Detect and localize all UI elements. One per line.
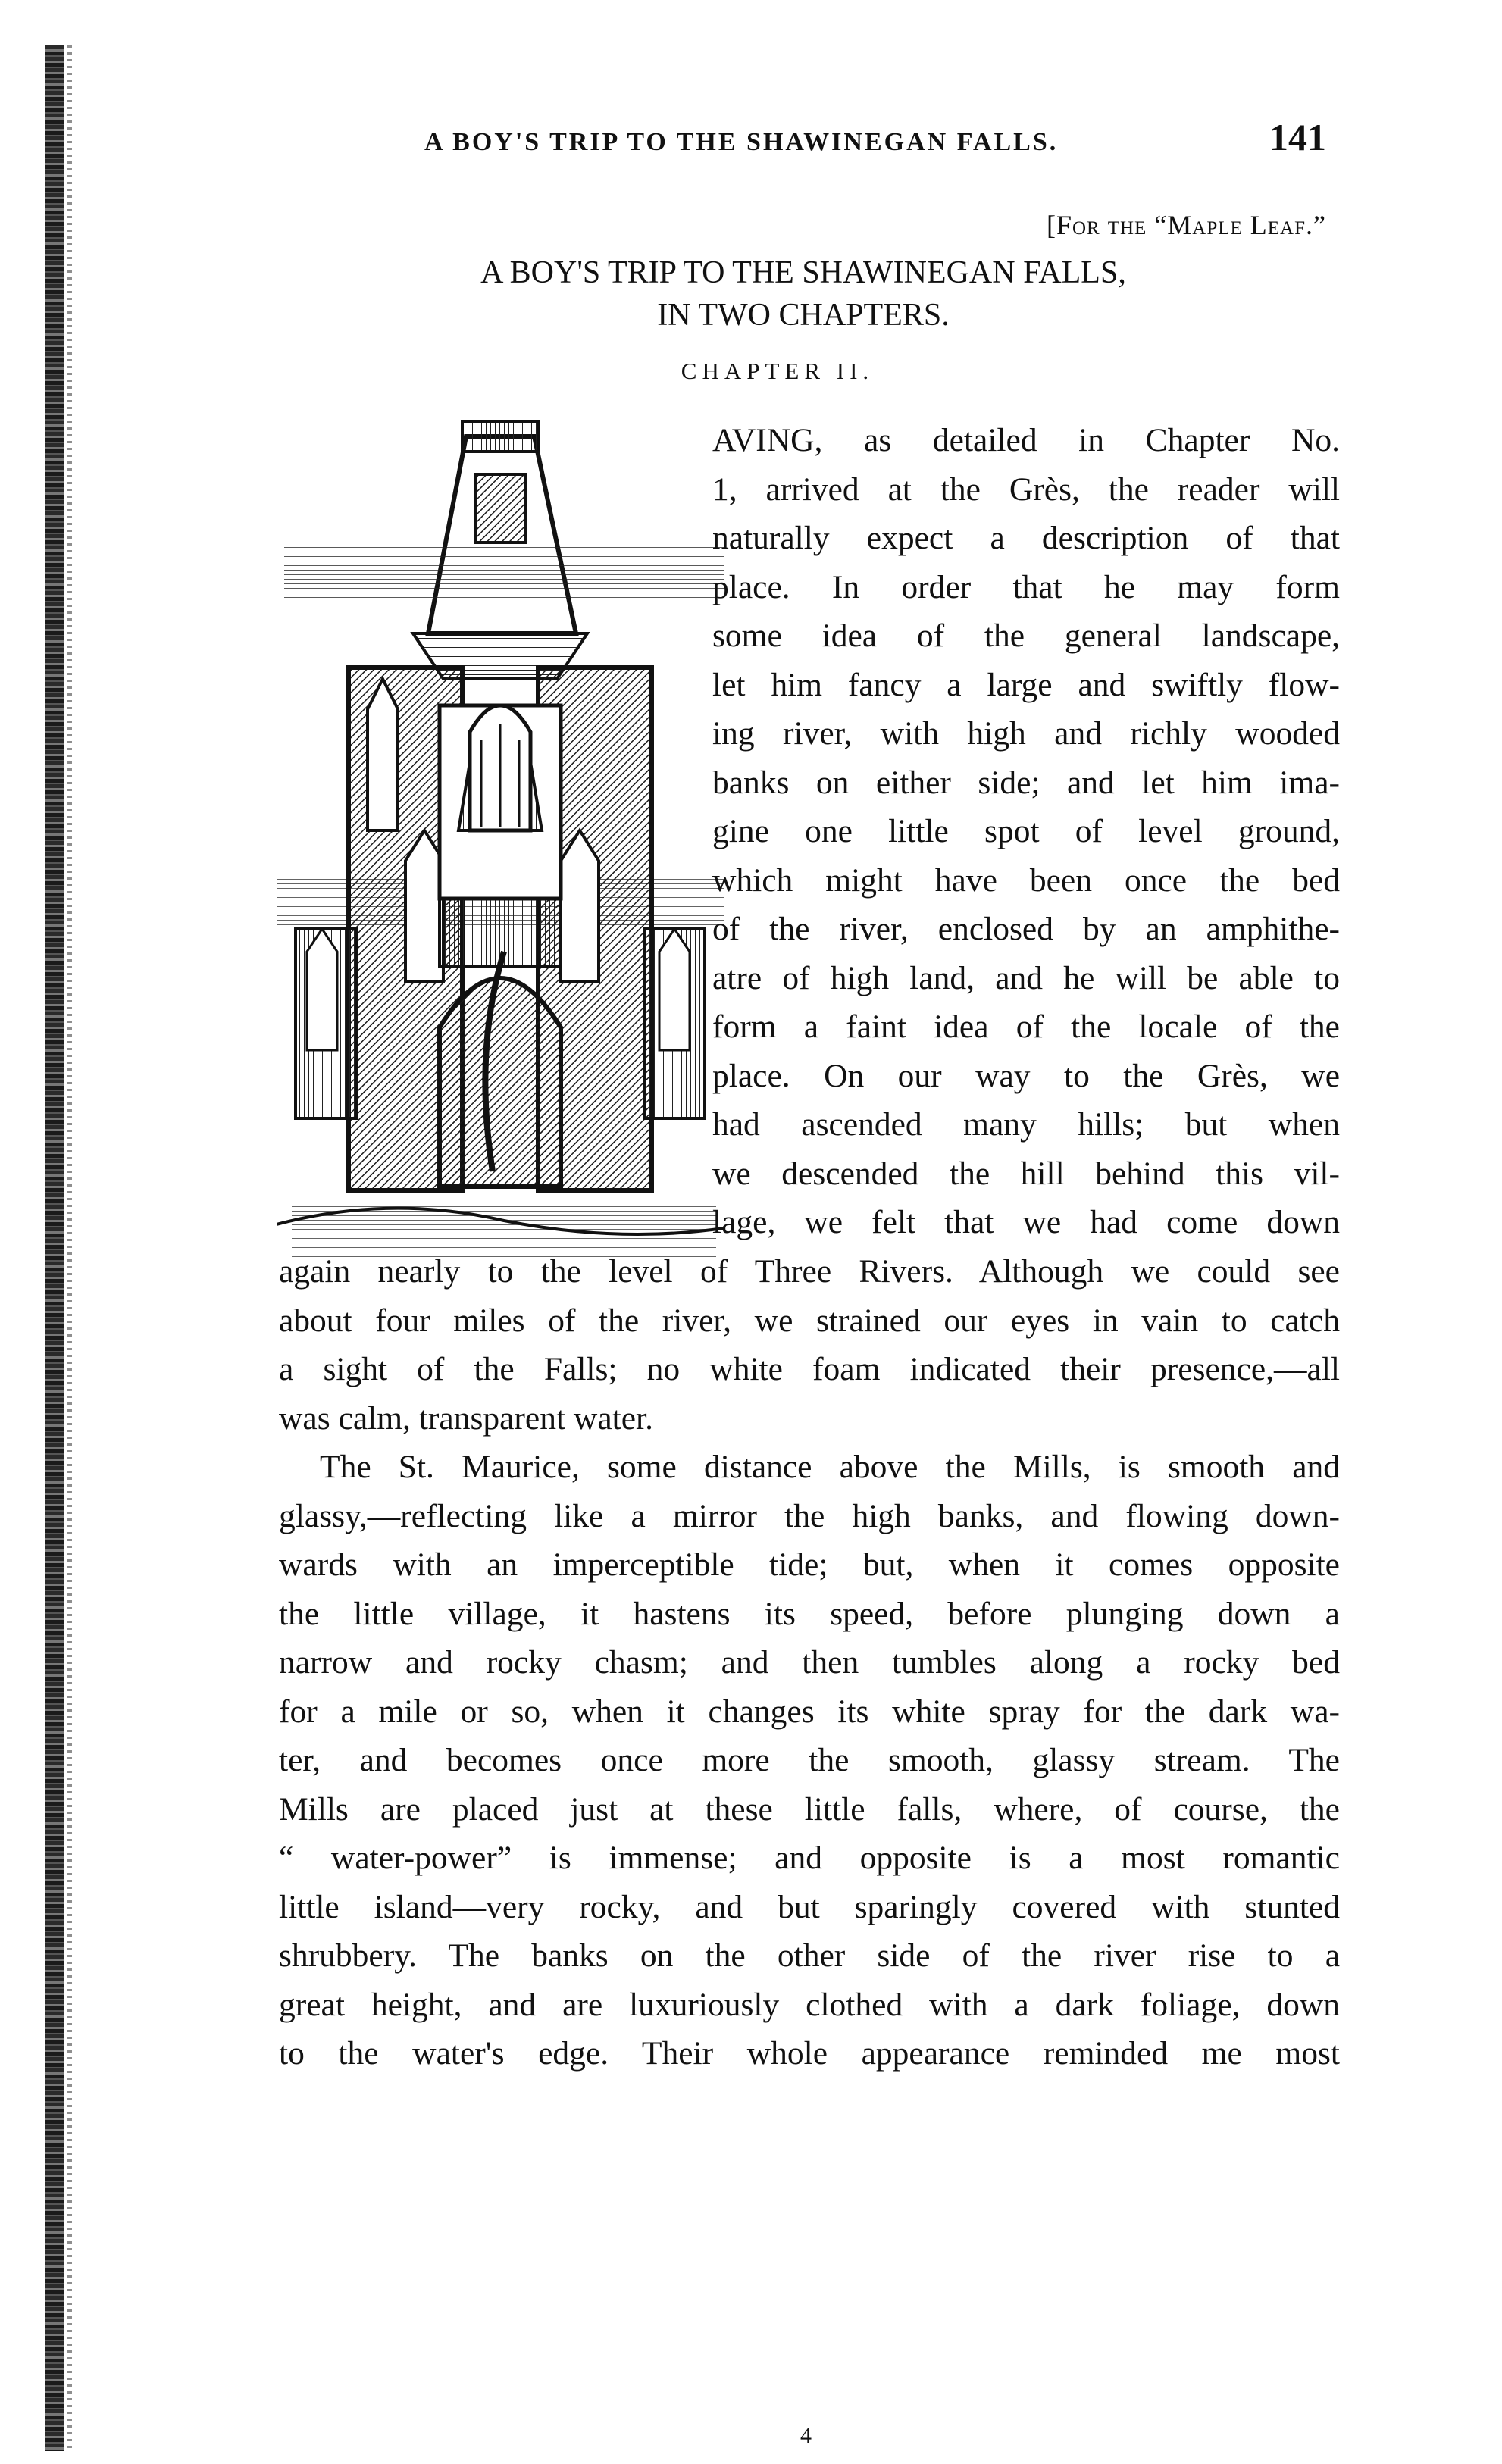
- text-line: for a mile or so, when it changes its white spray for the dark wa-: [279, 1693, 1340, 1730]
- running-header: [424, 115, 1326, 161]
- chapter-heading: CHAPTER II.: [681, 358, 875, 384]
- text-line: about four miles of the river, we strained our eyes in vain to catch: [279, 1302, 1340, 1339]
- text-line: banks on either side; and let him ima-: [712, 764, 1340, 801]
- left-wing-icon: [296, 929, 356, 1118]
- text-line: again nearly to the level of Three Rivers. Although we could see: [279, 1253, 1340, 1290]
- text-line: 1, arrived at the Grès, the reader will: [712, 471, 1340, 508]
- book-spine-shadow: [45, 45, 64, 2451]
- text-line: was calm, transparent water.: [279, 1399, 654, 1437]
- text-line: which might have been once the bed: [712, 861, 1340, 899]
- text-line: AVING, as detailed in Chapter No.: [712, 422, 1340, 458]
- credit-the: the: [1107, 210, 1147, 240]
- text-line: we descended the hill behind this vil-: [712, 1155, 1340, 1192]
- text-line: gine one little spot of level ground,: [712, 813, 1340, 849]
- book-spine-edge: [67, 45, 72, 2451]
- text-line: had ascended many hills; but when: [712, 1106, 1340, 1143]
- paragraph-1-continuation: [279, 1247, 1340, 1443]
- text-line: atre of high land, and he will be able to: [712, 959, 1340, 996]
- text-line: to the water's edge. Their whole appearance reminded me most: [279, 2035, 1340, 2072]
- text-line: little island—very rocky, and but sparingly covered with stunted: [279, 1888, 1340, 1925]
- paragraph-2: [279, 1443, 1340, 2078]
- article-subtitle: IN TWO CHAPTERS.: [657, 298, 950, 333]
- text-line: place. In order that he may form: [712, 568, 1340, 605]
- credit-bracket: [: [1046, 210, 1056, 240]
- text-line: of the river, enclosed by an amphithe-: [712, 911, 1340, 947]
- text-line: a sight of the Falls; no white foam indicated their presence,—all: [279, 1351, 1340, 1387]
- text-line: form a faint idea of the locale of the: [712, 1008, 1340, 1045]
- initial-paragraph-column: [712, 416, 1340, 1247]
- text-line: wards with an imperceptible tide; but, when it comes opposite: [279, 1546, 1340, 1583]
- credit-source: “Maple Leaf.”: [1154, 210, 1326, 240]
- page-number: 141: [1269, 116, 1326, 158]
- text-line: place. On our way to the Grès, we: [712, 1057, 1340, 1094]
- text-line: the little village, it hastens its speed, before plunging down a: [279, 1595, 1340, 1632]
- running-title: A BOY'S TRIP TO THE SHAWINEGAN FALLS.: [424, 128, 1059, 156]
- footer-mark: 4: [800, 2423, 812, 2448]
- text-line: some idea of the general landscape,: [712, 618, 1340, 654]
- text-line: ing river, with high and richly wooded: [712, 715, 1340, 752]
- text-line: Mills are placed just at these little falls, where, of course, the: [279, 1790, 1340, 1828]
- text-line: let him fancy a large and swiftly flow-: [712, 666, 1340, 703]
- text-line: shrubbery. The banks on the other side of the river rise to a: [279, 1937, 1340, 1974]
- text-line: ter, and becomes once more the smooth, glassy stream. The: [279, 1742, 1340, 1778]
- source-credit: [1047, 209, 1326, 241]
- text-line: narrow and rocky chasm; and then tumbles along a rocky bed: [279, 1644, 1340, 1681]
- text-line: The St. Maurice, some distance above the Mills, is smooth and: [320, 1449, 1340, 1485]
- text-line: naturally expect a description of that: [712, 520, 1340, 556]
- text-line: lage, we felt that we had come down: [712, 1204, 1340, 1240]
- article-title-block: [402, 252, 1205, 336]
- credit-for: For: [1056, 210, 1100, 240]
- text-line: great height, and are luxuriously clothed with a dark foliage, down: [279, 1986, 1340, 2023]
- ornamental-initial-h-illustration: [277, 406, 724, 1262]
- right-wing-icon: [644, 929, 705, 1118]
- article-title: A BOY'S TRIP TO THE SHAWINEGAN FALLS,: [480, 255, 1126, 290]
- text-line: “ water-power” is immense; and opposite is a most romantic: [279, 1840, 1340, 1876]
- text-line: glassy,—reflecting like a mirror the high banks, and flowing down-: [279, 1497, 1340, 1534]
